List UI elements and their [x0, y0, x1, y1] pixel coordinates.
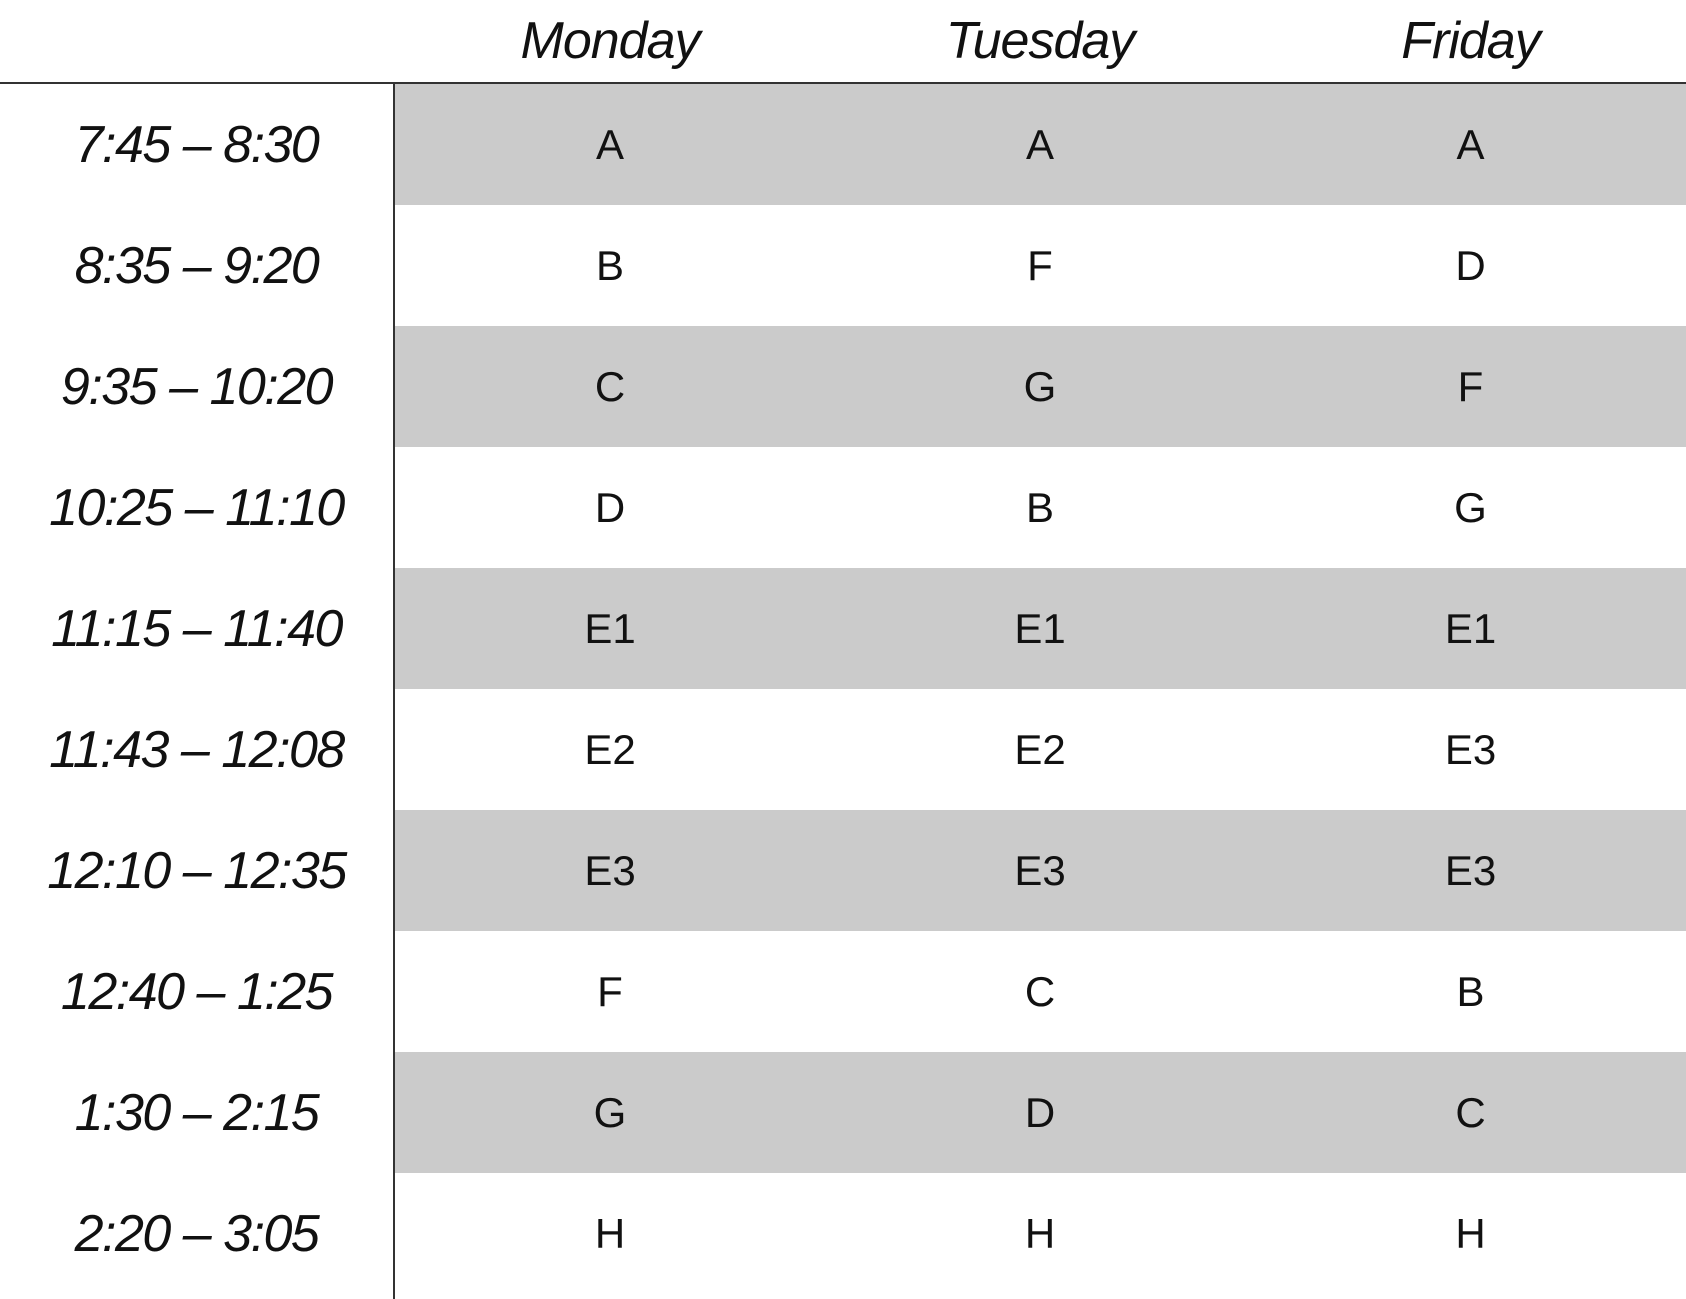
slot-cell-friday: A	[1456, 120, 1485, 168]
slot-cell-tuesday: B	[1025, 483, 1054, 531]
day-header-friday: Friday	[1401, 12, 1540, 70]
schedule-row	[0, 1173, 1686, 1294]
time-cell: 10:25 – 11:10	[49, 478, 344, 537]
header-row	[0, 0, 1686, 84]
schedule-row	[0, 326, 1686, 447]
slot-cell-monday: D	[594, 483, 626, 531]
time-cell: 11:15 – 11:40	[51, 599, 342, 658]
slot-cell-friday: E3	[1444, 846, 1497, 894]
slot-cell-monday: E1	[584, 604, 636, 652]
time-cell: 11:43 – 12:08	[49, 720, 344, 779]
slot-cell-monday: H	[594, 1209, 626, 1257]
slot-cell-monday: E2	[584, 725, 636, 773]
slot-cell-friday: H	[1455, 1209, 1486, 1257]
schedule-row	[0, 205, 1686, 326]
time-cell: 9:35 – 10:20	[60, 357, 333, 416]
schedule-row	[0, 447, 1686, 568]
schedule-row	[0, 931, 1686, 1052]
slot-cell-tuesday: E3	[1014, 846, 1066, 894]
schedule-row	[0, 810, 1686, 931]
slot-cell-tuesday: D	[1024, 1088, 1056, 1136]
time-cell: 7:45 – 8:30	[74, 115, 319, 174]
day-header-monday: Monday	[520, 12, 700, 70]
time-cell: 2:20 – 3:05	[74, 1204, 319, 1263]
time-cell: 12:10 – 12:35	[47, 841, 346, 900]
slot-cell-friday: D	[1455, 241, 1486, 289]
slot-cell-friday: G	[1454, 483, 1487, 531]
slot-cell-tuesday: E2	[1014, 725, 1066, 773]
slot-cell-friday: E3	[1444, 725, 1497, 773]
time-cell: 8:35 – 9:20	[74, 236, 319, 295]
slot-cell-friday: B	[1456, 967, 1485, 1015]
schedule-row	[0, 84, 1686, 205]
slot-cell-tuesday: H	[1024, 1209, 1056, 1257]
slot-cell-friday: E1	[1444, 604, 1497, 652]
slot-cell-monday: A	[595, 120, 624, 168]
time-cell: 1:30 – 2:15	[74, 1083, 319, 1142]
slot-cell-monday: B	[595, 241, 624, 289]
slot-cell-monday: C	[594, 362, 626, 410]
schedule-row	[0, 689, 1686, 810]
slot-cell-friday: C	[1455, 1088, 1486, 1136]
slot-cell-tuesday: F	[1027, 241, 1053, 289]
schedule-row	[0, 1052, 1686, 1173]
slot-cell-tuesday: C	[1024, 967, 1056, 1015]
day-header-tuesday: Tuesday	[945, 12, 1135, 70]
slot-cell-tuesday: E1	[1014, 604, 1066, 652]
slot-cell-monday: F	[597, 967, 623, 1015]
slot-cell-monday: E3	[584, 846, 636, 894]
slot-cell-friday: F	[1457, 362, 1484, 410]
schedule-row	[0, 568, 1686, 689]
slot-cell-monday: G	[593, 1088, 627, 1136]
time-cell: 12:40 – 1:25	[60, 962, 333, 1021]
slot-cell-tuesday: G	[1023, 362, 1057, 410]
slot-cell-tuesday: A	[1025, 120, 1054, 168]
